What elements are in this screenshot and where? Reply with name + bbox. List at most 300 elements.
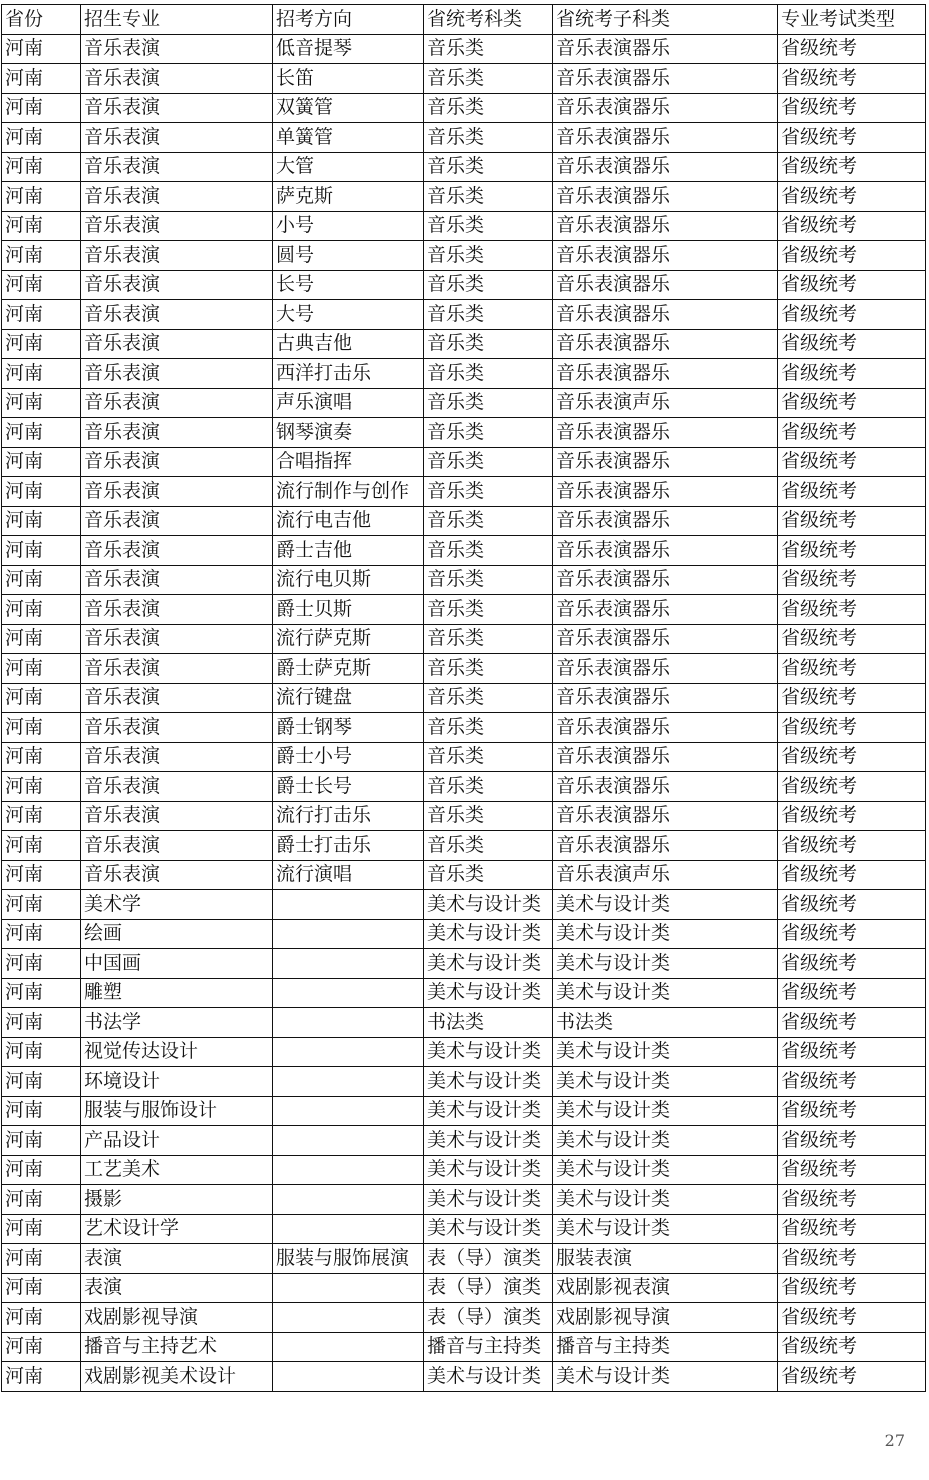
- cell-exam-type: 省级统考: [778, 1362, 926, 1392]
- cell-exam-category: 美术与设计类: [424, 1362, 553, 1392]
- cell-province: 河南: [2, 1185, 81, 1215]
- cell-exam-subcategory: 音乐表演器乐: [553, 123, 778, 153]
- cell-exam-subcategory: 音乐表演器乐: [553, 624, 778, 654]
- header-exam-category: 省统考科类: [424, 5, 553, 35]
- table-body: [2, 34, 926, 1391]
- table-row: [2, 329, 926, 359]
- cell-major: 视觉传达设计: [81, 1037, 273, 1067]
- cell-exam-category: 美术与设计类: [424, 978, 553, 1008]
- table-header: [2, 5, 926, 35]
- cell-major: 表演: [81, 1244, 273, 1274]
- cell-major: 播音与主持艺术: [81, 1332, 273, 1362]
- cell-major: 工艺美术: [81, 1155, 273, 1185]
- table-row: [2, 949, 926, 979]
- cell-exam-type: 省级统考: [778, 152, 926, 182]
- cell-exam-subcategory: 美术与设计类: [553, 1126, 778, 1156]
- cell-direction: 爵士小号: [273, 742, 424, 772]
- cell-exam-subcategory: 音乐表演器乐: [553, 152, 778, 182]
- cell-exam-subcategory: 音乐表演器乐: [553, 713, 778, 743]
- table-row: [2, 683, 926, 713]
- cell-province: 河南: [2, 919, 81, 949]
- cell-province: 河南: [2, 1126, 81, 1156]
- table-row: [2, 772, 926, 802]
- cell-province: 河南: [2, 1332, 81, 1362]
- cell-exam-subcategory: 音乐表演器乐: [553, 565, 778, 595]
- cell-direction: [273, 1273, 424, 1303]
- cell-major: 美术学: [81, 890, 273, 920]
- cell-province: 河南: [2, 388, 81, 418]
- cell-province: 河南: [2, 270, 81, 300]
- cell-exam-subcategory: 美术与设计类: [553, 1067, 778, 1097]
- cell-exam-category: 音乐类: [424, 595, 553, 625]
- cell-direction: [273, 890, 424, 920]
- cell-exam-type: 省级统考: [778, 300, 926, 330]
- cell-exam-type: 省级统考: [778, 1096, 926, 1126]
- cell-direction: [273, 1126, 424, 1156]
- cell-exam-category: 美术与设计类: [424, 1185, 553, 1215]
- header-direction: 招考方向: [273, 5, 424, 35]
- cell-exam-category: 音乐类: [424, 624, 553, 654]
- cell-exam-type: 省级统考: [778, 64, 926, 94]
- cell-exam-category: 美术与设计类: [424, 1214, 553, 1244]
- cell-exam-subcategory: 音乐表演器乐: [553, 300, 778, 330]
- cell-major: 音乐表演: [81, 536, 273, 566]
- table-row: [2, 270, 926, 300]
- table-row: [2, 1067, 926, 1097]
- cell-exam-category: 书法类: [424, 1008, 553, 1038]
- cell-province: 河南: [2, 93, 81, 123]
- cell-exam-category: 音乐类: [424, 447, 553, 477]
- cell-exam-category: 美术与设计类: [424, 949, 553, 979]
- cell-province: 河南: [2, 742, 81, 772]
- cell-major: 音乐表演: [81, 654, 273, 684]
- table-row: [2, 1303, 926, 1333]
- cell-province: 河南: [2, 772, 81, 802]
- cell-exam-category: 音乐类: [424, 388, 553, 418]
- cell-major: 绘画: [81, 919, 273, 949]
- cell-exam-category: 美术与设计类: [424, 1096, 553, 1126]
- cell-province: 河南: [2, 654, 81, 684]
- cell-exam-subcategory: 美术与设计类: [553, 1155, 778, 1185]
- cell-direction: [273, 1155, 424, 1185]
- table-row: [2, 388, 926, 418]
- table-row: [2, 1362, 926, 1392]
- cell-exam-type: 省级统考: [778, 388, 926, 418]
- cell-exam-category: 美术与设计类: [424, 1037, 553, 1067]
- cell-exam-type: 省级统考: [778, 1332, 926, 1362]
- cell-province: 河南: [2, 683, 81, 713]
- cell-exam-subcategory: 音乐表演器乐: [553, 64, 778, 94]
- table-row: [2, 64, 926, 94]
- cell-province: 河南: [2, 1096, 81, 1126]
- cell-province: 河南: [2, 565, 81, 595]
- cell-exam-category: 音乐类: [424, 683, 553, 713]
- cell-province: 河南: [2, 801, 81, 831]
- cell-major: 服装与服饰设计: [81, 1096, 273, 1126]
- cell-exam-type: 省级统考: [778, 1155, 926, 1185]
- cell-exam-type: 省级统考: [778, 270, 926, 300]
- cell-major: 戏剧影视美术设计: [81, 1362, 273, 1392]
- cell-major: 艺术设计学: [81, 1214, 273, 1244]
- cell-province: 河南: [2, 1037, 81, 1067]
- cell-direction: 合唱指挥: [273, 447, 424, 477]
- cell-province: 河南: [2, 123, 81, 153]
- admission-table: [1, 4, 926, 1392]
- cell-exam-type: 省级统考: [778, 359, 926, 389]
- cell-exam-category: 音乐类: [424, 300, 553, 330]
- table-row: [2, 123, 926, 153]
- cell-exam-type: 省级统考: [778, 1244, 926, 1274]
- cell-exam-subcategory: 戏剧影视表演: [553, 1273, 778, 1303]
- cell-direction: 低音提琴: [273, 34, 424, 64]
- cell-exam-type: 省级统考: [778, 93, 926, 123]
- cell-direction: 爵士打击乐: [273, 831, 424, 861]
- cell-exam-type: 省级统考: [778, 1008, 926, 1038]
- table-row: [2, 447, 926, 477]
- cell-exam-type: 省级统考: [778, 1037, 926, 1067]
- table-row: [2, 182, 926, 212]
- cell-province: 河南: [2, 536, 81, 566]
- cell-province: 河南: [2, 1155, 81, 1185]
- table-row: [2, 1332, 926, 1362]
- cell-direction: 大管: [273, 152, 424, 182]
- cell-exam-subcategory: 音乐表演声乐: [553, 388, 778, 418]
- cell-major: 表演: [81, 1273, 273, 1303]
- cell-province: 河南: [2, 1362, 81, 1392]
- cell-exam-type: 省级统考: [778, 1185, 926, 1215]
- table-row: [2, 300, 926, 330]
- cell-province: 河南: [2, 152, 81, 182]
- cell-major: 音乐表演: [81, 359, 273, 389]
- cell-exam-subcategory: 音乐表演器乐: [553, 654, 778, 684]
- cell-exam-type: 省级统考: [778, 241, 926, 271]
- cell-exam-category: 音乐类: [424, 477, 553, 507]
- cell-exam-category: 美术与设计类: [424, 1067, 553, 1097]
- cell-province: 河南: [2, 477, 81, 507]
- cell-direction: 西洋打击乐: [273, 359, 424, 389]
- cell-direction: 长笛: [273, 64, 424, 94]
- cell-exam-category: 音乐类: [424, 359, 553, 389]
- cell-exam-subcategory: 音乐表演声乐: [553, 860, 778, 890]
- cell-exam-category: 音乐类: [424, 93, 553, 123]
- cell-exam-subcategory: 美术与设计类: [553, 890, 778, 920]
- cell-exam-category: 美术与设计类: [424, 890, 553, 920]
- cell-direction: 钢琴演奏: [273, 418, 424, 448]
- cell-direction: [273, 1037, 424, 1067]
- cell-major: 音乐表演: [81, 801, 273, 831]
- cell-exam-type: 省级统考: [778, 831, 926, 861]
- table-row: [2, 654, 926, 684]
- cell-exam-subcategory: 音乐表演器乐: [553, 182, 778, 212]
- cell-exam-type: 省级统考: [778, 860, 926, 890]
- cell-direction: 流行键盘: [273, 683, 424, 713]
- table-row: [2, 1273, 926, 1303]
- cell-major: 音乐表演: [81, 683, 273, 713]
- cell-exam-subcategory: 音乐表演器乐: [553, 595, 778, 625]
- cell-province: 河南: [2, 831, 81, 861]
- cell-direction: [273, 1362, 424, 1392]
- cell-direction: 长号: [273, 270, 424, 300]
- cell-direction: 流行电吉他: [273, 506, 424, 536]
- cell-exam-subcategory: 服装表演: [553, 1244, 778, 1274]
- table-row: [2, 860, 926, 890]
- table-row: [2, 595, 926, 625]
- cell-province: 河南: [2, 64, 81, 94]
- cell-direction: [273, 978, 424, 1008]
- cell-direction: [273, 1303, 424, 1333]
- cell-exam-subcategory: 音乐表演器乐: [553, 418, 778, 448]
- cell-major: 音乐表演: [81, 624, 273, 654]
- cell-direction: [273, 1214, 424, 1244]
- cell-major: 书法学: [81, 1008, 273, 1038]
- cell-exam-type: 省级统考: [778, 683, 926, 713]
- table-row: [2, 93, 926, 123]
- cell-exam-category: 美术与设计类: [424, 1155, 553, 1185]
- cell-exam-type: 省级统考: [778, 182, 926, 212]
- cell-exam-subcategory: 美术与设计类: [553, 978, 778, 1008]
- cell-major: 音乐表演: [81, 64, 273, 94]
- cell-exam-subcategory: 音乐表演器乐: [553, 93, 778, 123]
- cell-exam-category: 播音与主持类: [424, 1332, 553, 1362]
- cell-exam-category: 表（导）演类: [424, 1244, 553, 1274]
- cell-direction: 双簧管: [273, 93, 424, 123]
- cell-direction: 古典吉他: [273, 329, 424, 359]
- cell-direction: 爵士吉他: [273, 536, 424, 566]
- cell-exam-subcategory: 音乐表演器乐: [553, 211, 778, 241]
- cell-exam-category: 音乐类: [424, 506, 553, 536]
- table-row: [2, 890, 926, 920]
- cell-exam-subcategory: 美术与设计类: [553, 1185, 778, 1215]
- cell-exam-type: 省级统考: [778, 654, 926, 684]
- cell-exam-subcategory: 音乐表演器乐: [553, 506, 778, 536]
- cell-province: 河南: [2, 1303, 81, 1333]
- cell-exam-subcategory: 音乐表演器乐: [553, 329, 778, 359]
- cell-direction: [273, 1067, 424, 1097]
- cell-exam-subcategory: 音乐表演器乐: [553, 772, 778, 802]
- cell-exam-type: 省级统考: [778, 890, 926, 920]
- cell-exam-category: 音乐类: [424, 270, 553, 300]
- cell-direction: 大号: [273, 300, 424, 330]
- cell-exam-category: 表（导）演类: [424, 1273, 553, 1303]
- cell-major: 中国画: [81, 949, 273, 979]
- cell-major: 音乐表演: [81, 742, 273, 772]
- cell-province: 河南: [2, 447, 81, 477]
- cell-exam-type: 省级统考: [778, 34, 926, 64]
- cell-exam-type: 省级统考: [778, 506, 926, 536]
- cell-exam-subcategory: 音乐表演器乐: [553, 536, 778, 566]
- cell-exam-category: 音乐类: [424, 713, 553, 743]
- table-row: [2, 1096, 926, 1126]
- cell-exam-type: 省级统考: [778, 919, 926, 949]
- cell-exam-type: 省级统考: [778, 1303, 926, 1333]
- cell-exam-category: 音乐类: [424, 64, 553, 94]
- cell-direction: [273, 919, 424, 949]
- cell-major: 戏剧影视导演: [81, 1303, 273, 1333]
- cell-major: 雕塑: [81, 978, 273, 1008]
- cell-exam-category: 音乐类: [424, 182, 553, 212]
- cell-direction: 流行电贝斯: [273, 565, 424, 595]
- cell-exam-type: 省级统考: [778, 447, 926, 477]
- table-row: [2, 477, 926, 507]
- cell-exam-category: 音乐类: [424, 565, 553, 595]
- header-major: 招生专业: [81, 5, 273, 35]
- cell-province: 河南: [2, 1273, 81, 1303]
- cell-major: 音乐表演: [81, 300, 273, 330]
- cell-exam-subcategory: 音乐表演器乐: [553, 477, 778, 507]
- cell-exam-subcategory: 音乐表演器乐: [553, 683, 778, 713]
- cell-exam-category: 音乐类: [424, 123, 553, 153]
- cell-direction: 爵士长号: [273, 772, 424, 802]
- cell-exam-category: 美术与设计类: [424, 1126, 553, 1156]
- cell-exam-subcategory: 音乐表演器乐: [553, 447, 778, 477]
- table-row: [2, 1185, 926, 1215]
- table-row: [2, 418, 926, 448]
- cell-direction: [273, 1096, 424, 1126]
- cell-major: 音乐表演: [81, 123, 273, 153]
- cell-exam-type: 省级统考: [778, 772, 926, 802]
- cell-exam-category: 音乐类: [424, 536, 553, 566]
- cell-exam-category: 音乐类: [424, 654, 553, 684]
- table-row: [2, 713, 926, 743]
- cell-direction: 流行打击乐: [273, 801, 424, 831]
- cell-major: 音乐表演: [81, 418, 273, 448]
- cell-direction: [273, 1008, 424, 1038]
- cell-direction: 爵士钢琴: [273, 713, 424, 743]
- cell-exam-type: 省级统考: [778, 1067, 926, 1097]
- table-row: [2, 1008, 926, 1038]
- cell-province: 河南: [2, 418, 81, 448]
- table-row: [2, 536, 926, 566]
- cell-exam-subcategory: 音乐表演器乐: [553, 831, 778, 861]
- cell-major: 摄影: [81, 1185, 273, 1215]
- header-exam-type: 专业考试类型: [778, 5, 926, 35]
- cell-province: 河南: [2, 860, 81, 890]
- header-province: 省份: [2, 5, 81, 35]
- cell-exam-subcategory: 音乐表演器乐: [553, 241, 778, 271]
- cell-major: 音乐表演: [81, 152, 273, 182]
- cell-exam-type: 省级统考: [778, 978, 926, 1008]
- table-row: [2, 359, 926, 389]
- cell-direction: 流行萨克斯: [273, 624, 424, 654]
- cell-major: 音乐表演: [81, 270, 273, 300]
- cell-exam-category: 音乐类: [424, 34, 553, 64]
- cell-exam-subcategory: 播音与主持类: [553, 1332, 778, 1362]
- table-row: [2, 801, 926, 831]
- header-exam-subcategory: 省统考子科类: [553, 5, 778, 35]
- cell-major: 音乐表演: [81, 860, 273, 890]
- cell-exam-type: 省级统考: [778, 536, 926, 566]
- cell-exam-type: 省级统考: [778, 624, 926, 654]
- cell-province: 河南: [2, 1244, 81, 1274]
- cell-exam-category: 音乐类: [424, 329, 553, 359]
- cell-province: 河南: [2, 1214, 81, 1244]
- cell-major: 音乐表演: [81, 241, 273, 271]
- table-row: [2, 1244, 926, 1274]
- cell-major: 音乐表演: [81, 477, 273, 507]
- cell-direction: 流行制作与创作: [273, 477, 424, 507]
- cell-exam-category: 美术与设计类: [424, 919, 553, 949]
- cell-major: 音乐表演: [81, 565, 273, 595]
- cell-exam-category: 音乐类: [424, 831, 553, 861]
- cell-exam-type: 省级统考: [778, 418, 926, 448]
- cell-exam-type: 省级统考: [778, 742, 926, 772]
- cell-exam-subcategory: 美术与设计类: [553, 1096, 778, 1126]
- table-row: [2, 506, 926, 536]
- cell-province: 河南: [2, 34, 81, 64]
- cell-exam-category: 音乐类: [424, 211, 553, 241]
- cell-exam-subcategory: 书法类: [553, 1008, 778, 1038]
- cell-major: 音乐表演: [81, 34, 273, 64]
- table-row: [2, 152, 926, 182]
- cell-exam-subcategory: 音乐表演器乐: [553, 742, 778, 772]
- cell-exam-type: 省级统考: [778, 1126, 926, 1156]
- table-row: [2, 1037, 926, 1067]
- cell-province: 河南: [2, 624, 81, 654]
- table-row: [2, 624, 926, 654]
- cell-province: 河南: [2, 1067, 81, 1097]
- cell-direction: 服装与服饰展演: [273, 1244, 424, 1274]
- cell-exam-subcategory: 音乐表演器乐: [553, 359, 778, 389]
- cell-exam-type: 省级统考: [778, 949, 926, 979]
- cell-exam-subcategory: 美术与设计类: [553, 919, 778, 949]
- cell-exam-type: 省级统考: [778, 565, 926, 595]
- table-row: [2, 211, 926, 241]
- cell-exam-type: 省级统考: [778, 123, 926, 153]
- cell-major: 音乐表演: [81, 182, 273, 212]
- cell-major: 音乐表演: [81, 506, 273, 536]
- cell-province: 河南: [2, 359, 81, 389]
- cell-exam-category: 表（导）演类: [424, 1303, 553, 1333]
- cell-province: 河南: [2, 890, 81, 920]
- cell-major: 音乐表演: [81, 93, 273, 123]
- cell-exam-category: 音乐类: [424, 418, 553, 448]
- cell-direction: 声乐演唱: [273, 388, 424, 418]
- table-row: [2, 831, 926, 861]
- table-row: [2, 34, 926, 64]
- cell-direction: 小号: [273, 211, 424, 241]
- table-row: [2, 1155, 926, 1185]
- table-row: [2, 742, 926, 772]
- table-row: [2, 919, 926, 949]
- cell-exam-subcategory: 美术与设计类: [553, 1214, 778, 1244]
- cell-exam-type: 省级统考: [778, 801, 926, 831]
- cell-direction: [273, 1332, 424, 1362]
- cell-province: 河南: [2, 595, 81, 625]
- cell-exam-subcategory: 音乐表演器乐: [553, 801, 778, 831]
- cell-major: 音乐表演: [81, 329, 273, 359]
- cell-direction: 爵士贝斯: [273, 595, 424, 625]
- cell-major: 音乐表演: [81, 831, 273, 861]
- cell-exam-type: 省级统考: [778, 1214, 926, 1244]
- cell-exam-category: 音乐类: [424, 860, 553, 890]
- cell-province: 河南: [2, 211, 81, 241]
- cell-province: 河南: [2, 978, 81, 1008]
- cell-exam-subcategory: 美术与设计类: [553, 1037, 778, 1067]
- cell-exam-type: 省级统考: [778, 211, 926, 241]
- cell-exam-subcategory: 音乐表演器乐: [553, 34, 778, 64]
- cell-exam-category: 音乐类: [424, 801, 553, 831]
- cell-exam-type: 省级统考: [778, 713, 926, 743]
- cell-province: 河南: [2, 241, 81, 271]
- cell-exam-category: 音乐类: [424, 241, 553, 271]
- cell-direction: 爵士萨克斯: [273, 654, 424, 684]
- header-row: [2, 5, 926, 35]
- cell-direction: [273, 949, 424, 979]
- page-number: 27: [884, 1431, 905, 1450]
- cell-exam-subcategory: 美术与设计类: [553, 1362, 778, 1392]
- table-row: [2, 978, 926, 1008]
- cell-province: 河南: [2, 1008, 81, 1038]
